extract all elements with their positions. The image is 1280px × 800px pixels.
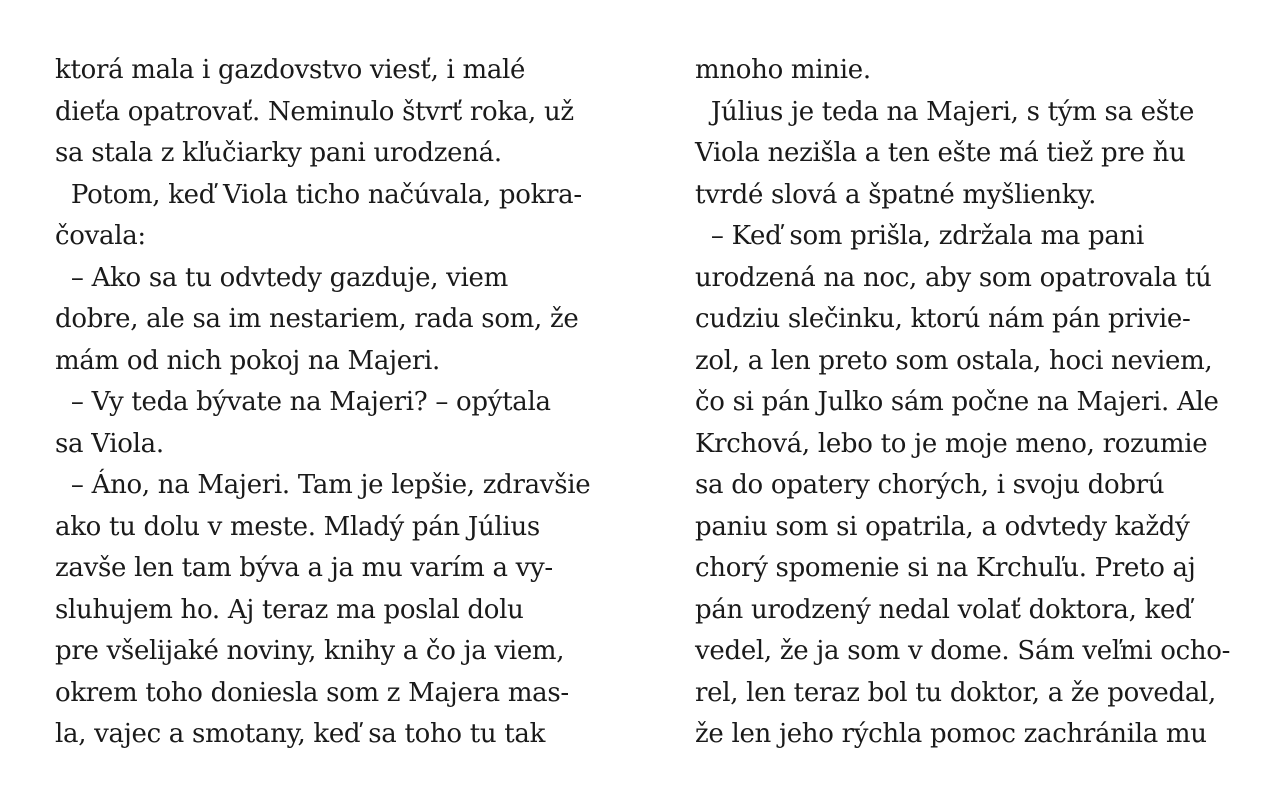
text-line: mám od nich pokoj na Majeri.	[55, 345, 440, 376]
text-line: sa Viola.	[55, 428, 164, 459]
text-line: tvrdé slová a špatné myšlienky.	[695, 179, 1097, 210]
text-line: pán urodzený nedal volať doktora, keď	[695, 594, 1192, 625]
text-line: sluhujem ho. Aj teraz ma poslal dolu	[55, 594, 524, 625]
text-line: Krchová, lebo to je moje meno, rozumie	[695, 428, 1208, 459]
text-line: paniu som si opatrila, a odvtedy každý	[695, 511, 1190, 542]
text-line: ako tu dolu v meste. Mladý pán Július	[55, 511, 540, 542]
text-line: zavše len tam býva a ja mu varím a vy-	[55, 553, 553, 583]
text-line: ktorá mala i gazdovstvo viesť, i malé	[55, 55, 526, 85]
text-line: la, vajec a smotany, keď sa toho tu tak	[55, 719, 546, 749]
right-page	[695, 50, 1255, 756]
text-line: dieťa opatrovať. Neminulo štvrť roka, už	[55, 96, 574, 127]
text-line: cudziu slečinku, ktorú nám pán privie-	[695, 304, 1191, 334]
left-page	[55, 50, 615, 756]
text-line: – Vy teda bývate na Majeri? – opýtala	[55, 387, 551, 417]
text-line: rel, len teraz bol tu doktor, a že povedal,	[695, 677, 1217, 708]
text-line: Viola nezišla a ten ešte má tiež pre ňu	[695, 138, 1186, 168]
text-line: – Ako sa tu odvtedy gazduje, viem	[55, 262, 508, 293]
text-line: čo si pán Julko sám počne na Majeri. Ale	[695, 387, 1219, 417]
text-line: pre všelijaké noviny, knihy a čo ja viem,	[55, 636, 565, 666]
text-line: dobre, ale sa im nestariem, rada som, že	[55, 304, 579, 334]
text-line: – Keď som prišla, zdržala ma pani	[695, 221, 1144, 251]
text-line: čovala:	[55, 221, 146, 251]
text-line: Július je teda na Majeri, s tým sa ešte	[695, 96, 1195, 127]
text-line: Potom, keď Viola ticho načúvala, pokra-	[55, 179, 582, 210]
text-line: sa do opatery chorých, i svoju dobrú	[695, 470, 1165, 500]
text-line: urodzená na noc, aby som opatrovala tú	[695, 262, 1212, 293]
text-line: mnoho minie.	[695, 55, 871, 85]
text-line: chorý spomenie si na Krchuľu. Preto aj	[695, 553, 1196, 583]
text-line: vedel, že ja som v dome. Sám veľmi ocho-	[695, 636, 1231, 666]
text-line: že len jeho rýchla pomoc zachránila mu	[695, 719, 1207, 749]
text-line: zol, a len preto som ostala, hoci neviem,	[695, 345, 1213, 376]
text-line: – Áno, na Majeri. Tam je lepšie, zdravšie	[55, 470, 591, 500]
text-line: sa stala z kľučiarky pani urodzená.	[55, 138, 502, 168]
text-line: okrem toho doniesla som z Majera mas-	[55, 677, 569, 708]
